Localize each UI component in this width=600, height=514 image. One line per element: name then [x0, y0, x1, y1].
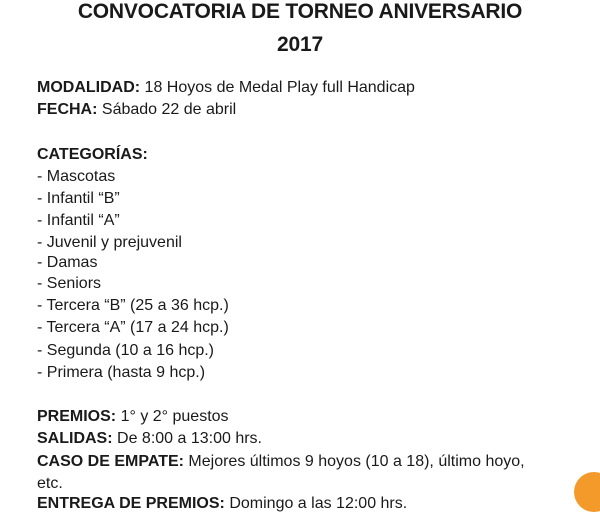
categorias-label: CATEGORÍAS: [37, 146, 148, 163]
entrega-line [37, 494, 407, 514]
empate-line [37, 452, 525, 472]
modalidad-label: MODALIDAD: [37, 79, 141, 96]
document-title-year: 2017 [277, 33, 323, 56]
categorias-heading [37, 145, 148, 165]
fecha-value: Sábado 22 de abril [101, 101, 237, 118]
category-item: - Primera (hasta 9 hcp.) [37, 364, 206, 381]
fecha-label: FECHA: [37, 101, 98, 118]
salidas-line [37, 429, 262, 449]
premios-value: 1° y 2° puestos [120, 408, 229, 425]
category-item: - Infantil “A” [37, 212, 120, 229]
salidas-value: De 8:00 a 13:00 hrs. [117, 430, 262, 447]
modalidad-value: 18 Hoyos de Medal Play full Handicap [144, 79, 415, 96]
entrega-value: Domingo a las 12:00 hrs. [229, 495, 408, 512]
category-item: - Seniors [37, 275, 102, 292]
empate-continuation: etc. [37, 475, 63, 492]
fecha-line [37, 100, 236, 120]
premios-line [37, 407, 229, 427]
category-item: - Segunda (10 a 16 hcp.) [37, 342, 215, 359]
category-item: - Juvenil y prejuvenil [37, 234, 182, 251]
salidas-label: SALIDAS: [37, 430, 113, 447]
premios-label: PREMIOS: [37, 408, 117, 425]
empate-value: Mejores últimos 9 hoyos (10 a 18), último hoyo, [188, 453, 525, 470]
category-item: - Mascotas [37, 168, 116, 185]
category-item: - Tercera “B” (25 a 36 hcp.) [37, 297, 229, 314]
empate-label: CASO DE EMPATE: [37, 453, 184, 470]
modalidad-line [37, 78, 415, 98]
category-item: - Damas [37, 254, 98, 271]
document-title: CONVOCATORIA DE TORNEO ANIVERSARIO [77, 0, 523, 23]
entrega-label: ENTREGA DE PREMIOS: [37, 495, 225, 512]
orange-accent-shape [574, 472, 600, 512]
category-item: - Tercera “A” (17 a 24 hcp.) [37, 319, 229, 336]
category-item: - Infantil “B” [37, 190, 120, 207]
